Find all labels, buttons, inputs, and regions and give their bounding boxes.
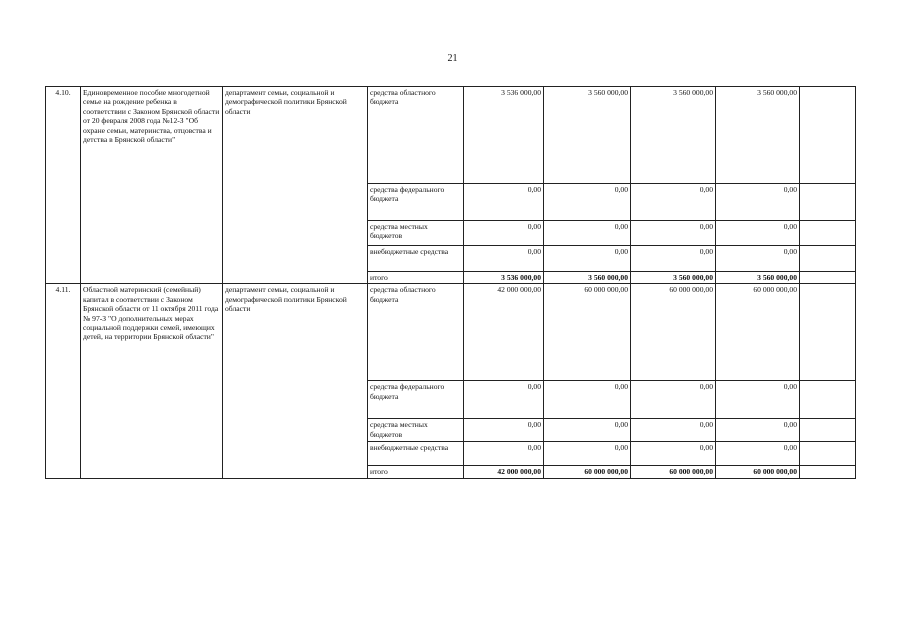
total-amount-cell: 60 000 000,00: [544, 466, 631, 478]
amount-cell: 0,00: [544, 221, 631, 246]
row-number: 4.10.: [46, 87, 81, 284]
amount-cell: 0,00: [716, 381, 800, 419]
amount-cell: 0,00: [716, 221, 800, 246]
amount-cell: 0,00: [544, 184, 631, 221]
funding-source: средства областного бюджета: [368, 284, 464, 381]
funding-source: средства местных бюджетов: [368, 221, 464, 246]
amount-cell: 0,00: [544, 419, 631, 442]
empty-cell: [800, 184, 856, 221]
empty-cell: [800, 272, 856, 284]
empty-cell: [800, 284, 856, 381]
total-amount-cell: 3 536 000,00: [464, 272, 544, 284]
row-number: 4.11.: [46, 284, 81, 478]
amount-cell: 0,00: [544, 442, 631, 466]
total-amount-cell: 3 560 000,00: [544, 272, 631, 284]
amount-cell: 0,00: [464, 419, 544, 442]
empty-cell: [800, 466, 856, 478]
total-amount-cell: 60 000 000,00: [631, 466, 716, 478]
funding-source: средства федерального бюджета: [368, 381, 464, 419]
funding-source: итого: [368, 272, 464, 284]
amount-cell: 0,00: [631, 246, 716, 272]
amount-cell: 3 536 000,00: [464, 87, 544, 184]
measure-description: Областной материнский (семейный) капитал в соответствии с Законом Брянской области от 11 октября 2011 года № 97-З "О дополнительных мерах социальной поддержки семей, имеющих детей, на территории Брянской области": [81, 284, 223, 478]
amount-cell: 3 560 000,00: [544, 87, 631, 184]
amount-cell: 0,00: [631, 221, 716, 246]
amount-cell: 42 000 000,00: [464, 284, 544, 381]
empty-cell: [800, 442, 856, 466]
amount-cell: 60 000 000,00: [544, 284, 631, 381]
total-amount-cell: 3 560 000,00: [716, 272, 800, 284]
amount-cell: 3 560 000,00: [631, 87, 716, 184]
table-row: [46, 284, 856, 381]
amount-cell: 0,00: [544, 381, 631, 419]
amount-cell: 0,00: [631, 184, 716, 221]
empty-cell: [800, 221, 856, 246]
executor: департамент семьи, социальной и демографической политики Брянской области: [223, 284, 368, 478]
amount-cell: 60 000 000,00: [716, 284, 800, 381]
empty-cell: [800, 381, 856, 419]
amount-cell: 0,00: [464, 442, 544, 466]
total-amount-cell: 3 560 000,00: [631, 272, 716, 284]
amount-cell: 0,00: [631, 381, 716, 419]
amount-cell: 60 000 000,00: [631, 284, 716, 381]
total-amount-cell: 42 000 000,00: [464, 466, 544, 478]
page-number: 21: [447, 53, 458, 64]
amount-cell: 0,00: [464, 184, 544, 221]
amount-cell: 0,00: [716, 246, 800, 272]
amount-cell: 0,00: [631, 419, 716, 442]
amount-cell: 0,00: [544, 246, 631, 272]
funding-source: средства федерального бюджета: [368, 184, 464, 221]
amount-cell: 0,00: [464, 246, 544, 272]
measure-description: Единовременное пособие многодетной семье на рождение ребенка в соответствии с Законом Брянской области от 20 февраля 2008 года №12-З "Об охране семьи, материнства, отцовства и детства в Брянской области": [81, 87, 223, 284]
amount-cell: 0,00: [631, 442, 716, 466]
budget-table: [45, 86, 856, 479]
amount-cell: 0,00: [716, 442, 800, 466]
funding-source: средства областного бюджета: [368, 87, 464, 184]
empty-cell: [800, 246, 856, 272]
funding-source: внебюджетные средства: [368, 442, 464, 466]
total-amount-cell: 60 000 000,00: [716, 466, 800, 478]
funding-source: внебюджетные средства: [368, 246, 464, 272]
amount-cell: 0,00: [716, 419, 800, 442]
empty-cell: [800, 419, 856, 442]
table-row: [46, 87, 856, 184]
amount-cell: 0,00: [464, 381, 544, 419]
amount-cell: 3 560 000,00: [716, 87, 800, 184]
amount-cell: 0,00: [716, 184, 800, 221]
executor: департамент семьи, социальной и демографической политики Брянской области: [223, 87, 368, 284]
funding-source: средства местных бюджетов: [368, 419, 464, 442]
amount-cell: 0,00: [464, 221, 544, 246]
empty-cell: [800, 87, 856, 184]
funding-source: итого: [368, 466, 464, 478]
